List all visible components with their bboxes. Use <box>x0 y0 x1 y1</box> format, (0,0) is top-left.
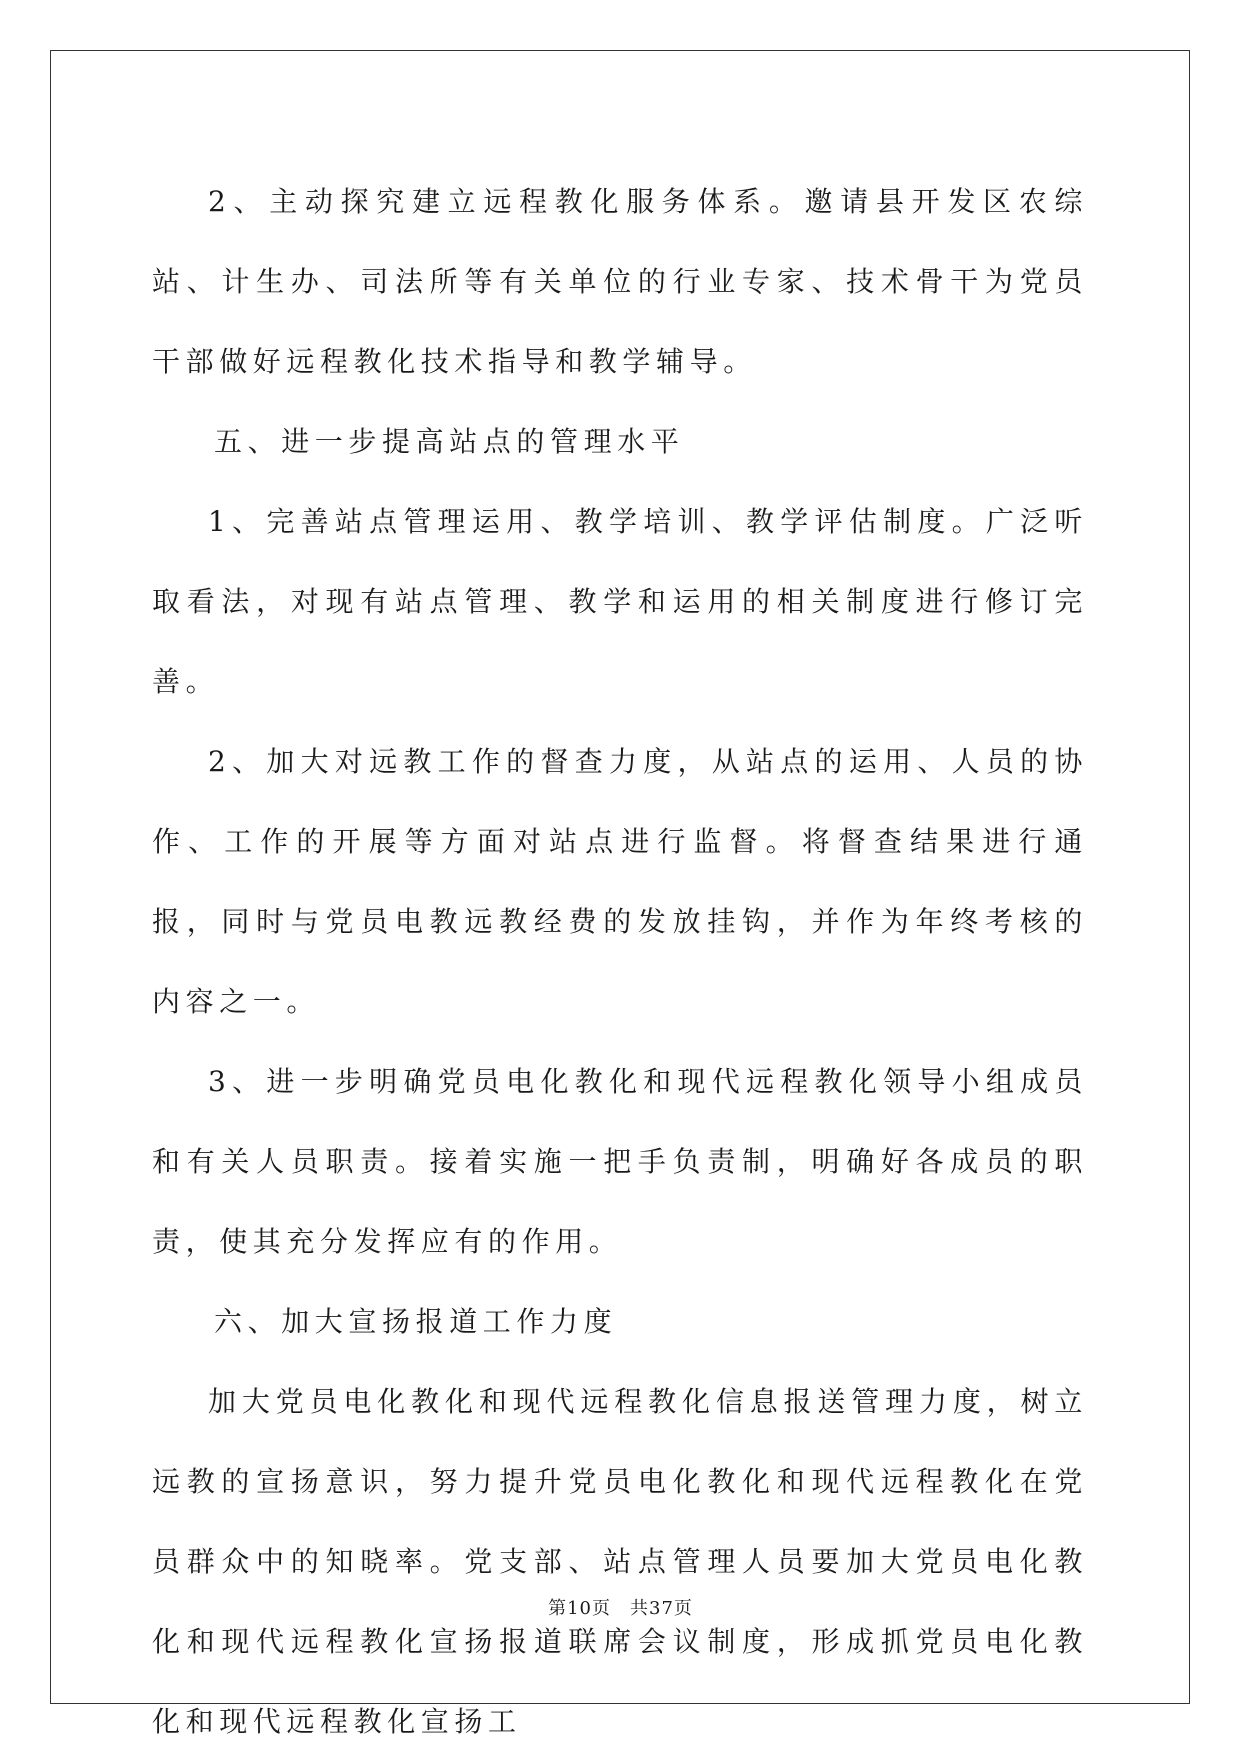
section-heading-6: 六、加大宣扬报道工作力度 <box>214 1305 618 1338</box>
paragraph-publicity: 加大党员电化教化和现代远程教化信息报送管理力度，树立远教的宣扬意识，努力提升党员电化教化和现代远程教化在党员群众中的知晓率。党支部、站点管理人员要加大党员电化教化和现代远程教化宣扬报道联席会议制度，形成抓党员电化教化和现代远程教化宣扬工 <box>152 1385 1088 1738</box>
paragraph-remote-service-system: 2、主动探究建立远程教化服务体系。邀请县开发区农综站、计生办、司法所等有关单位的行业专家、技术骨干为党员干部做好远程教化技术指导和教学辅导。 <box>152 185 1088 378</box>
paragraph-responsibilities: 3、进一步明确党员电化教化和现代远程教化领导小组成员和有关人员职责。接着实施一把手负责制，明确好各成员的职责，使其充分发挥应有的作用。 <box>152 1065 1088 1258</box>
paragraph-improve-management: 1、完善站点管理运用、教学培训、教学评估制度。广泛听取看法，对现有站点管理、教学和运用的相关制度进行修订完善。 <box>152 505 1088 698</box>
paragraph-supervision: 2、加大对远教工作的督查力度，从站点的运用、人员的协作、工作的开展等方面对站点进行监督。将督查结果进行通报，同时与党员电教远教经费的发放挂钩，并作为年终考核的内容之一。 <box>152 745 1088 1018</box>
page-number-footer: 第10页 共37页 <box>548 1598 693 1619</box>
section-heading-5: 五、进一步提高站点的管理水平 <box>214 425 685 458</box>
document-body <box>152 162 1088 1762</box>
